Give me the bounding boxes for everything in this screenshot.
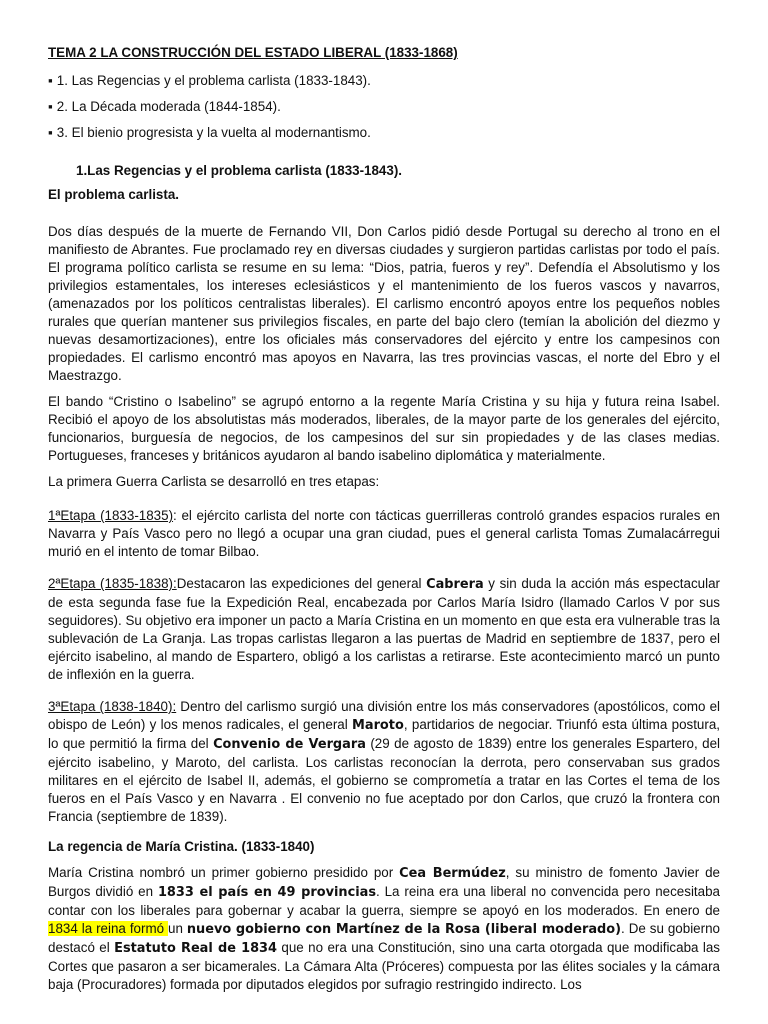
outline-item: ▪ 3. El bienio progresista y la vuelta al modernantismo.	[48, 124, 720, 142]
paragraph-stage-3	[48, 698, 720, 826]
regency-heading: La regencia de María Cristina. (1833-1840)	[48, 839, 315, 854]
stage-2-text: y sin duda la acción más espectacular de esta segunda fase fue la Expedición Real, encabezada por Carlos María Isidro (llamado Carlos V por sus seguidores). Su objetivo era imponer un pacto a María Cristina en un momento en que esta era vulnerable tras la sublevación de La Granja. Las tropas carlistas llegaron a las puertas de Madrid en septiembre de 1837, pero el ejército isabelino, al mando de Espartero, obligó a los carlistas a retirarse. Este acontecimiento marcó un punto de inflexión en la guerra.	[48, 576, 720, 682]
regency-bold: nuevo gobierno con Martínez de la Rosa (liberal moderado)	[186, 922, 622, 937]
regency-text: un	[168, 921, 187, 936]
paragraph-stage-1	[48, 507, 720, 561]
outline-item: ▪ 1. Las Regencias y el problema carlista (1833-1843).	[48, 72, 720, 90]
stage-1-label: 1ªEtapa (1833-1835)	[48, 508, 174, 523]
stage-2-bold: Cabrera	[426, 577, 484, 592]
regency-bold: Cea Bermúdez	[399, 866, 506, 881]
paragraph-war-intro: La primera Guerra Carlista se desarrolló en tres etapas:	[48, 474, 380, 489]
stage-1-text: : el ejército carlista del norte con tácticas guerrilleras controló grandes espacios rurales en Navarra y País Vasco pero no llegó a ocupar una gran ciudad, pues el general carlista Tomas Zumalacárregui murió en el intento de tomar Bilbao.	[48, 508, 720, 559]
paragraph-regency	[48, 864, 720, 994]
regency-bold: 1833 el país en 49 provincias	[157, 885, 376, 900]
document-title: TEMA 2 LA CONSTRUCCIÓN DEL ESTADO LIBERAL (1833-1868)	[48, 45, 458, 60]
regency-text: , su ministro de fomento Javier de Burgos dividió en	[48, 865, 720, 899]
stage-3-text: (29 de agosto de 1839) entre los generales Espartero, del ejército isabelino, y Maroto, del carlista. Los carlistas reconocían la derrota, pero conservaban sus grados militares en el ejército de Isabel II, además, el gobierno se comprometía a tratar en las Cortes el tema de los fueros en el País Vasco y en Navarra . El convenio no fue aceptado por don Carlos, que cruzó la frontera con Francia (septiembre de 1839).	[48, 736, 720, 824]
topic-outline	[48, 72, 720, 142]
regency-text: que no era una Constitución, sino una carta otorgada que modificaba las Cortes que pasaron a ser bicamerales. La Cámara Alta (Próceres) compuesta por las élites sociales y la cámara baja (Procuradores) formada por diputados elegidos por sufragio restringido indirecto. Los	[48, 940, 720, 992]
paragraph-stage-2	[48, 575, 720, 684]
stage-3-bold: Convenio de Vergara	[213, 737, 366, 752]
subsection-heading: El problema carlista.	[48, 187, 179, 202]
regency-text: . La reina era una liberal no convencida pero necesitaba contar con los liberales para gobernar y acabar la guerra, siempre se apoyó en los moderados. En enero de	[48, 884, 720, 918]
stage-3-label: 3ªEtapa (1838-1840):	[48, 699, 177, 714]
stage-2-text: Destacaron las expediciones del general	[176, 576, 427, 591]
highlighted-text: 1834 la reina formó	[48, 921, 168, 936]
regency-text: . De su gobierno destacó el	[48, 921, 720, 955]
regency-text: María Cristina nombró un primer gobierno presidido por	[48, 865, 400, 880]
outline-item: ▪ 2. La Década moderada (1844-1854).	[48, 98, 720, 116]
paragraph-isabelino-side: El bando “Cristino o Isabelino” se agrupó entorno a la regente María Cristina y su hija y futura reina Isabel. Recibió el apoyo de los absolutistas más moderados, liberales, de la mayor parte de los generales del ejército, funcionarios, burguesía de negocios, de los campesinos del sur sin propiedades y de las clases medias. Portugueses, franceses y británicos ayudaron al bando isabelino diplomática y materialmente.	[48, 394, 720, 463]
stage-3-text: Dentro del carlismo surgió una división entre los más conservadores (apostólicos, como el obispo de León) y los menos radicales, el general	[48, 699, 720, 732]
regency-bold: Estatuto Real de 1834	[114, 941, 277, 956]
section-heading: 1.Las Regencias y el problema carlista (1833-1843).	[76, 163, 403, 178]
paragraph-carlist-problem: Dos días después de la muerte de Fernando VII, Don Carlos pidió desde Portugal su derecho al trono en el manifiesto de Abrantes. Fue proclamado rey en diversas ciudades y surgieron partidas carlistas por todo el país. El programa político carlista se resume en su lema: “Dios, patria, fueros y rey”. Defendía el Absolutismo y los privilegios estamentales, los intereses eclesiásticos y el mantenimiento de los fueros vascos y navarros, (amenazados por los políticos centralistas liberales). El carlismo encontró apoyos entre los pequeños nobles rurales que querían mantener sus privilegios fiscales, en parte del bajo clero (temían la abolición del diezmo y nuevas desamortizaciones), entre los oficiales más conservadores del ejército y entre los campesinos con propiedades. El carlismo encontró mas apoyos en Navarra, las tres provincias vascas, el norte del Ebro y el Maestrazgo.	[48, 224, 720, 383]
stage-3-bold: Maroto	[352, 718, 404, 733]
stage-2-label: 2ªEtapa (1835-1838):	[48, 576, 177, 591]
stage-3-text: , partidarios de negociar. Triunfó esta última postura, lo que permitió la firma del	[48, 717, 720, 751]
